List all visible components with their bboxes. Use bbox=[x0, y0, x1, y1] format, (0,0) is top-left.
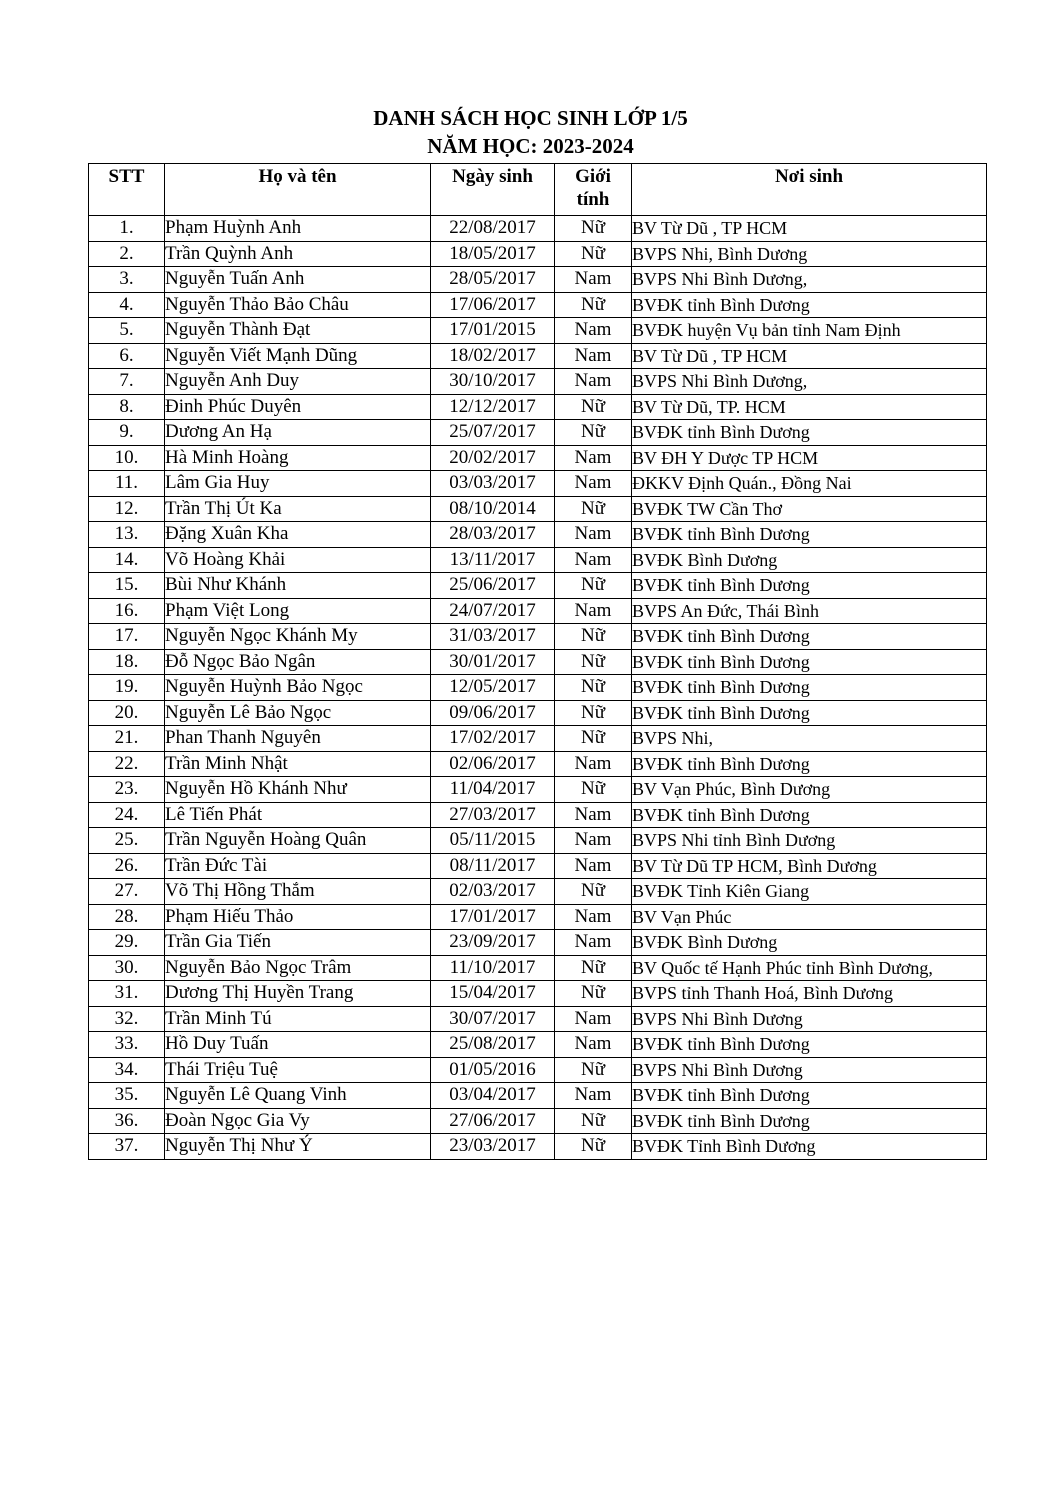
student-name: Nguyễn Anh Duy bbox=[165, 369, 431, 395]
birth-place: BVPS Nhi Bình Dương, bbox=[632, 369, 987, 395]
row-number: 27. bbox=[89, 879, 165, 905]
gender: Nữ bbox=[555, 675, 632, 701]
table-row bbox=[89, 522, 987, 548]
student-name: Võ Thị Hồng Thắm bbox=[165, 879, 431, 905]
birth-place: BVĐK huyện Vụ bản tỉnh Nam Định bbox=[632, 318, 987, 344]
header-stt: STT bbox=[89, 164, 165, 216]
row-number: 16. bbox=[89, 598, 165, 624]
birth-date: 11/10/2017 bbox=[431, 955, 555, 981]
birth-place: BVĐK TW Cần Thơ bbox=[632, 496, 987, 522]
table-row bbox=[89, 700, 987, 726]
student-name: Nguyễn Thảo Bảo Châu bbox=[165, 292, 431, 318]
student-name: Hồ Duy Tuấn bbox=[165, 1032, 431, 1058]
gender: Nam bbox=[555, 1032, 632, 1058]
row-number: 4. bbox=[89, 292, 165, 318]
table-row bbox=[89, 369, 987, 395]
birth-date: 12/05/2017 bbox=[431, 675, 555, 701]
gender: Nữ bbox=[555, 879, 632, 905]
gender: Nữ bbox=[555, 1134, 632, 1160]
table-row bbox=[89, 981, 987, 1007]
table-row bbox=[89, 598, 987, 624]
birth-date: 15/04/2017 bbox=[431, 981, 555, 1007]
table-row bbox=[89, 930, 987, 956]
gender: Nam bbox=[555, 853, 632, 879]
student-name: Võ Hoàng Khải bbox=[165, 547, 431, 573]
birth-place: BV Vạn Phúc bbox=[632, 904, 987, 930]
gender: Nam bbox=[555, 828, 632, 854]
birth-date: 30/07/2017 bbox=[431, 1006, 555, 1032]
student-name: Phạm Việt Long bbox=[165, 598, 431, 624]
student-name: Đoàn Ngọc Gia Vy bbox=[165, 1108, 431, 1134]
gender: Nam bbox=[555, 802, 632, 828]
gender: Nam bbox=[555, 471, 632, 497]
gender: Nữ bbox=[555, 573, 632, 599]
row-number: 13. bbox=[89, 522, 165, 548]
row-number: 14. bbox=[89, 547, 165, 573]
birth-date: 22/08/2017 bbox=[431, 216, 555, 242]
table-row bbox=[89, 802, 987, 828]
birth-date: 18/02/2017 bbox=[431, 343, 555, 369]
student-name: Nguyễn Huỳnh Bảo Ngọc bbox=[165, 675, 431, 701]
birth-date: 05/11/2015 bbox=[431, 828, 555, 854]
birth-date: 23/09/2017 bbox=[431, 930, 555, 956]
birth-date: 27/03/2017 bbox=[431, 802, 555, 828]
birth-date: 03/04/2017 bbox=[431, 1083, 555, 1109]
birth-place: BVPS Nhi, bbox=[632, 726, 987, 752]
student-name: Dương Thị Huyền Trang bbox=[165, 981, 431, 1007]
row-number: 2. bbox=[89, 241, 165, 267]
gender: Nữ bbox=[555, 624, 632, 650]
student-name: Dương An Hạ bbox=[165, 420, 431, 446]
gender: Nam bbox=[555, 1006, 632, 1032]
header-name: Họ và tên bbox=[165, 164, 431, 216]
table-row bbox=[89, 828, 987, 854]
student-name: Nguyễn Lê Bảo Ngọc bbox=[165, 700, 431, 726]
student-name: Trần Đức Tài bbox=[165, 853, 431, 879]
row-number: 6. bbox=[89, 343, 165, 369]
birth-date: 03/03/2017 bbox=[431, 471, 555, 497]
student-list-table bbox=[88, 163, 987, 1160]
birth-place: BVĐK tỉnh Bình Dương bbox=[632, 1032, 987, 1058]
row-number: 8. bbox=[89, 394, 165, 420]
birth-place: BV Từ Dũ, TP. HCM bbox=[632, 394, 987, 420]
gender: Nữ bbox=[555, 777, 632, 803]
student-name: Đặng Xuân Kha bbox=[165, 522, 431, 548]
table-row bbox=[89, 343, 987, 369]
birth-place: BV Từ Dũ , TP HCM bbox=[632, 216, 987, 242]
gender: Nam bbox=[555, 1083, 632, 1109]
birth-place: BVĐK tỉnh Bình Dương bbox=[632, 624, 987, 650]
gender: Nam bbox=[555, 751, 632, 777]
gender: Nam bbox=[555, 522, 632, 548]
table-row bbox=[89, 573, 987, 599]
birth-place: BV Từ Dũ TP HCM, Bình Dương bbox=[632, 853, 987, 879]
gender: Nữ bbox=[555, 726, 632, 752]
student-name: Phạm Hiếu Thảo bbox=[165, 904, 431, 930]
gender: Nam bbox=[555, 930, 632, 956]
table-row bbox=[89, 904, 987, 930]
birth-place: BVĐK tỉnh Bình Dương bbox=[632, 522, 987, 548]
birth-date: 12/12/2017 bbox=[431, 394, 555, 420]
birth-date: 20/02/2017 bbox=[431, 445, 555, 471]
student-name: Nguyễn Tuấn Anh bbox=[165, 267, 431, 293]
birth-place: BVĐK Bình Dương bbox=[632, 930, 987, 956]
table-row bbox=[89, 726, 987, 752]
gender: Nam bbox=[555, 598, 632, 624]
gender: Nữ bbox=[555, 1057, 632, 1083]
gender: Nữ bbox=[555, 292, 632, 318]
birth-date: 13/11/2017 bbox=[431, 547, 555, 573]
birth-place: BVĐK tỉnh Bình Dương bbox=[632, 675, 987, 701]
gender: Nam bbox=[555, 904, 632, 930]
row-number: 35. bbox=[89, 1083, 165, 1109]
row-number: 26. bbox=[89, 853, 165, 879]
student-name: Nguyễn Thị Như Ý bbox=[165, 1134, 431, 1160]
table-row bbox=[89, 751, 987, 777]
gender: Nam bbox=[555, 267, 632, 293]
birth-place: ĐKKV Định Quán., Đồng Nai bbox=[632, 471, 987, 497]
birth-place: BVĐK tỉnh Bình Dương bbox=[632, 649, 987, 675]
birth-date: 30/10/2017 bbox=[431, 369, 555, 395]
student-name: Trần Gia Tiến bbox=[165, 930, 431, 956]
birth-date: 17/02/2017 bbox=[431, 726, 555, 752]
birth-date: 08/10/2014 bbox=[431, 496, 555, 522]
row-number: 32. bbox=[89, 1006, 165, 1032]
row-number: 17. bbox=[89, 624, 165, 650]
birth-date: 02/06/2017 bbox=[431, 751, 555, 777]
birth-place: BVPS Nhi Bình Dương, bbox=[632, 267, 987, 293]
row-number: 36. bbox=[89, 1108, 165, 1134]
birth-date: 18/05/2017 bbox=[431, 241, 555, 267]
student-name: Nguyễn Lê Quang Vinh bbox=[165, 1083, 431, 1109]
student-name: Trần Quỳnh Anh bbox=[165, 241, 431, 267]
table-row bbox=[89, 241, 987, 267]
birth-place: BVPS Nhi, Bình Dương bbox=[632, 241, 987, 267]
student-name: Nguyễn Thành Đạt bbox=[165, 318, 431, 344]
school-year-title: NĂM HỌC: 2023-2024 bbox=[427, 134, 634, 158]
table-row bbox=[89, 1006, 987, 1032]
table-row bbox=[89, 624, 987, 650]
row-number: 19. bbox=[89, 675, 165, 701]
row-number: 12. bbox=[89, 496, 165, 522]
birth-place: BVĐK tỉnh Bình Dương bbox=[632, 802, 987, 828]
student-name: Hà Minh Hoàng bbox=[165, 445, 431, 471]
table-row bbox=[89, 1057, 987, 1083]
row-number: 3. bbox=[89, 267, 165, 293]
table-row bbox=[89, 1083, 987, 1109]
table-row bbox=[89, 879, 987, 905]
row-number: 29. bbox=[89, 930, 165, 956]
header-dob: Ngày sinh bbox=[431, 164, 555, 216]
birth-place: BVPS Nhi tỉnh Bình Dương bbox=[632, 828, 987, 854]
row-number: 25. bbox=[89, 828, 165, 854]
student-name: Phan Thanh Nguyên bbox=[165, 726, 431, 752]
gender: Nữ bbox=[555, 700, 632, 726]
birth-date: 31/03/2017 bbox=[431, 624, 555, 650]
student-name: Phạm Huỳnh Anh bbox=[165, 216, 431, 242]
table-row bbox=[89, 394, 987, 420]
table-row bbox=[89, 675, 987, 701]
gender: Nam bbox=[555, 369, 632, 395]
gender: Nữ bbox=[555, 216, 632, 242]
gender: Nữ bbox=[555, 496, 632, 522]
birth-place: BVĐK tỉnh Bình Dương bbox=[632, 1108, 987, 1134]
table-row bbox=[89, 267, 987, 293]
gender: Nữ bbox=[555, 394, 632, 420]
row-number: 30. bbox=[89, 955, 165, 981]
birth-place: BVPS An Đức, Thái Bình bbox=[632, 598, 987, 624]
birth-place: BVĐK Bình Dương bbox=[632, 547, 987, 573]
row-number: 18. bbox=[89, 649, 165, 675]
birth-place: BV Vạn Phúc, Bình Dương bbox=[632, 777, 987, 803]
table-row bbox=[89, 853, 987, 879]
birth-date: 25/08/2017 bbox=[431, 1032, 555, 1058]
birth-place: BVĐK tỉnh Bình Dương bbox=[632, 751, 987, 777]
table-row bbox=[89, 649, 987, 675]
row-number: 7. bbox=[89, 369, 165, 395]
table-row bbox=[89, 1032, 987, 1058]
student-name: Trần Thị Út Ka bbox=[165, 496, 431, 522]
birth-place: BVĐK Tỉnh Kiên Giang bbox=[632, 879, 987, 905]
birth-date: 23/03/2017 bbox=[431, 1134, 555, 1160]
row-number: 15. bbox=[89, 573, 165, 599]
student-name: Nguyễn Hồ Khánh Như bbox=[165, 777, 431, 803]
birth-date: 17/06/2017 bbox=[431, 292, 555, 318]
row-number: 1. bbox=[89, 216, 165, 242]
student-name: Trần Minh Tú bbox=[165, 1006, 431, 1032]
header-sex-label: Giới tính bbox=[575, 166, 611, 210]
row-number: 33. bbox=[89, 1032, 165, 1058]
student-name: Đinh Phúc Duyên bbox=[165, 394, 431, 420]
gender: Nữ bbox=[555, 241, 632, 267]
birth-date: 08/11/2017 bbox=[431, 853, 555, 879]
row-number: 24. bbox=[89, 802, 165, 828]
table-row bbox=[89, 496, 987, 522]
birth-date: 17/01/2017 bbox=[431, 904, 555, 930]
document-title: DANH SÁCH HỌC SINH LỚP 1/5 bbox=[373, 106, 688, 130]
birth-place: BVĐK tỉnh Bình Dương bbox=[632, 292, 987, 318]
birth-place: BV Từ Dũ , TP HCM bbox=[632, 343, 987, 369]
table-row bbox=[89, 292, 987, 318]
student-name: Nguyễn Ngọc Khánh My bbox=[165, 624, 431, 650]
row-number: 10. bbox=[89, 445, 165, 471]
birth-date: 28/03/2017 bbox=[431, 522, 555, 548]
row-number: 28. bbox=[89, 904, 165, 930]
table-row bbox=[89, 955, 987, 981]
birth-place: BV ĐH Y Dược TP HCM bbox=[632, 445, 987, 471]
birth-date: 01/05/2016 bbox=[431, 1057, 555, 1083]
birth-date: 30/01/2017 bbox=[431, 649, 555, 675]
row-number: 5. bbox=[89, 318, 165, 344]
row-number: 11. bbox=[89, 471, 165, 497]
table-row bbox=[89, 445, 987, 471]
table-row bbox=[89, 420, 987, 446]
header-sex bbox=[555, 164, 632, 216]
student-name: Đỗ Ngọc Bảo Ngân bbox=[165, 649, 431, 675]
row-number: 9. bbox=[89, 420, 165, 446]
birth-date: 24/07/2017 bbox=[431, 598, 555, 624]
birth-place: BVĐK tỉnh Bình Dương bbox=[632, 700, 987, 726]
table-row bbox=[89, 471, 987, 497]
gender: Nam bbox=[555, 445, 632, 471]
row-number: 34. bbox=[89, 1057, 165, 1083]
student-name: Nguyễn Bảo Ngọc Trâm bbox=[165, 955, 431, 981]
birth-date: 02/03/2017 bbox=[431, 879, 555, 905]
birth-date: 28/05/2017 bbox=[431, 267, 555, 293]
birth-place: BV Quốc tế Hạnh Phúc tỉnh Bình Dương, bbox=[632, 955, 987, 981]
gender: Nữ bbox=[555, 955, 632, 981]
gender: Nam bbox=[555, 318, 632, 344]
table-row bbox=[89, 1108, 987, 1134]
student-name: Thái Triệu Tuệ bbox=[165, 1057, 431, 1083]
student-name: Nguyễn Viết Mạnh Dũng bbox=[165, 343, 431, 369]
student-name: Lê Tiến Phát bbox=[165, 802, 431, 828]
gender: Nữ bbox=[555, 420, 632, 446]
student-name: Trần Nguyễn Hoàng Quân bbox=[165, 828, 431, 854]
gender: Nữ bbox=[555, 1108, 632, 1134]
birth-place: BVĐK tỉnh Bình Dương bbox=[632, 573, 987, 599]
row-number: 31. bbox=[89, 981, 165, 1007]
gender: Nam bbox=[555, 547, 632, 573]
student-name: Trần Minh Nhật bbox=[165, 751, 431, 777]
row-number: 21. bbox=[89, 726, 165, 752]
table-row bbox=[89, 216, 987, 242]
student-name: Lâm Gia Huy bbox=[165, 471, 431, 497]
student-name: Bùi Như Khánh bbox=[165, 573, 431, 599]
birth-place: BVPS Nhi Bình Dương bbox=[632, 1057, 987, 1083]
table-body bbox=[89, 216, 987, 1160]
gender: Nữ bbox=[555, 649, 632, 675]
birth-date: 11/04/2017 bbox=[431, 777, 555, 803]
gender: Nữ bbox=[555, 981, 632, 1007]
birth-date: 09/06/2017 bbox=[431, 700, 555, 726]
row-number: 37. bbox=[89, 1134, 165, 1160]
birth-date: 27/06/2017 bbox=[431, 1108, 555, 1134]
gender: Nam bbox=[555, 343, 632, 369]
row-number: 22. bbox=[89, 751, 165, 777]
birth-date: 17/01/2015 bbox=[431, 318, 555, 344]
table-row bbox=[89, 1134, 987, 1160]
birth-date: 25/07/2017 bbox=[431, 420, 555, 446]
birth-place: BVPS tỉnh Thanh Hoá, Bình Dương bbox=[632, 981, 987, 1007]
birth-place: BVĐK Tỉnh Bình Dương bbox=[632, 1134, 987, 1160]
header-place: Nơi sinh bbox=[632, 164, 987, 216]
table-row bbox=[89, 318, 987, 344]
row-number: 23. bbox=[89, 777, 165, 803]
birth-date: 25/06/2017 bbox=[431, 573, 555, 599]
table-row bbox=[89, 777, 987, 803]
birth-place: BVĐK tỉnh Bình Dương bbox=[632, 420, 987, 446]
birth-place: BVĐK tỉnh Bình Dương bbox=[632, 1083, 987, 1109]
birth-place: BVPS Nhi Bình Dương bbox=[632, 1006, 987, 1032]
table-header-row bbox=[89, 164, 987, 216]
row-number: 20. bbox=[89, 700, 165, 726]
table-row bbox=[89, 547, 987, 573]
